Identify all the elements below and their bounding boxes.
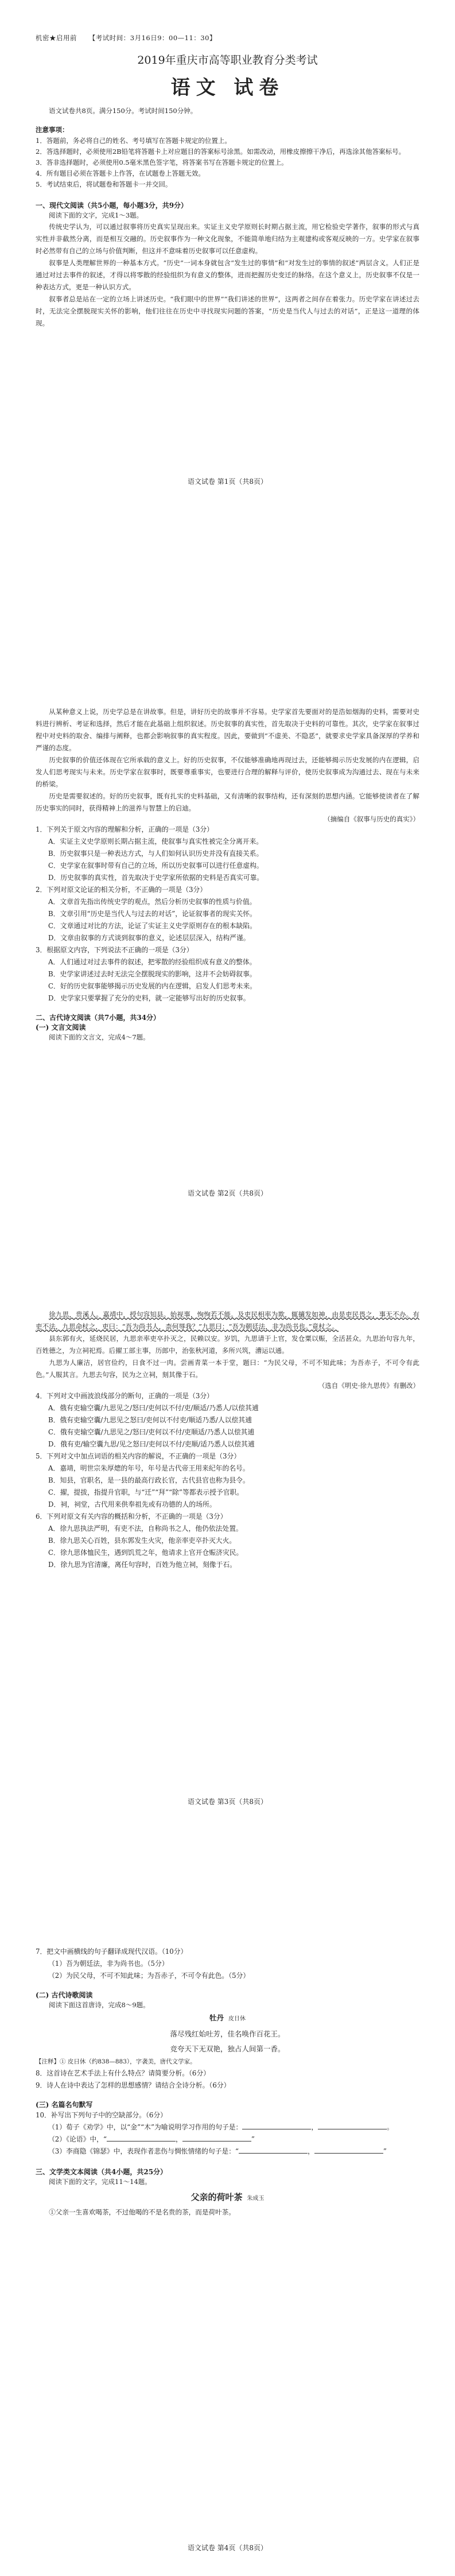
passage-source: （摘编自《叙事与历史的真实》） [324,815,419,823]
page-2 [0,614,455,1217]
question-7: 7．把文中画横线的句子翻译成现代汉语。（10分） [36,1947,188,1956]
fill-blank: （2）《论语》中，“ ， ” [48,2135,255,2143]
classical-para: 县东郭有火，延烧民居，九思亲率吏卒扑灭之，民赖以安。岁饥，九思请于上官，发仓粟以赈，全活甚众。九思治句容九年，百姓德之，为立祠祀焉。后擢工部主事，历郎中，治张秋河道，多所兴筑，漕运以通。 [36,1334,419,1355]
classical-para [36,1309,419,1333]
section2-sub1: (一) 文言文阅读 [36,1023,86,1031]
question-5: 5．下列对文中加点词语的相关内容的解说，不正确的一项是（3分） [36,1452,241,1460]
story-author: 朱成玉 [247,2195,265,2202]
page-footer: 语文试卷 第1页（共8页） [187,478,268,486]
secret-label: 机密★启用前 [36,34,77,42]
notes-title: 注意事项： [36,126,69,134]
question-9: 9．诗人在诗中表达了怎样的思想感情？请结合全诗分析。（6分） [36,2081,231,2089]
question-10: 10．补写出下列句子中的空缺部分。（6分） [36,2111,167,2119]
option: D．史学家只要掌握了充分的史料，就一定能够写出好的历史叙事。 [48,994,250,1002]
poem-title: 牡丹 [209,2014,224,2022]
option: B．徐九思关心百姓，县东郭发生火灾，他亲率吏卒扑灭大火。 [48,1537,236,1545]
exam-title: 2019年重庆市高等职业教育分类考试 [137,54,318,67]
page-footer: 语文试卷 第2页（共8页） [187,1189,268,1197]
blank-line[interactable] [107,2134,176,2142]
option: C．俄有吏输空囊/九思见之/怒曰/吏何以不付/吏顺适/乃悉人以偿其逋 [48,1428,255,1436]
fill-blank: （1）荀子《劝学》中，以“金”“木”为喻说明学习作用的句子是： ， 。 [48,2123,394,2131]
blank-line[interactable] [242,2122,311,2129]
option: A．文章首先指出传统史学的观点，然后分析历史叙事的性质与价值。 [48,898,256,906]
classical-source: （选自《明史·徐九思传》有删改） [318,1382,419,1390]
sub-question: （1）吾为朝廷法，非为尚书也。（5分） [48,1960,169,1968]
sub-question: （2）为民父母，不可不知此味；为吾赤子，不可令有此色。（5分） [48,1972,250,1980]
question-3: 3．根据原文内容，下列说法不正确的一项是（3分） [36,946,193,954]
exam-intro: 语文试卷共8页。满分150分。考试时间150分钟。 [49,107,197,115]
option: A．嘉靖，明世宗朱厚熜的年号，年号是古代帝王用来纪年的名号。 [48,1464,250,1472]
section2-sub2: (二) 古代诗歌阅读 [36,1991,93,1999]
page-1 [0,0,455,608]
passage-para: 传统史学认为，可以通过叙事将历史真实呈现出来。实证主义史学原则长时期占据主流，用它检验史学著作，叙事的形式与真实性并非截然分离，而是相互交融的。历史叙事作为一种文化现象，不能简单地归结为主观建构或客观反映的一方。史学家在叙事时必然带有自己的立场与价值判断，但这并不意味着历史叙事可以任意虚构。 [36,223,419,255]
classical-text: 徐九思，贵溪人。嘉靖中，授句容知县。始视事，恂恂若不能。及吏民相率为欺，辄擿发如神，由是吏民畏之，事无不办。有吏不法，九思命杖之，吏曰：“吾为尚书人，柰何辱我？”九思曰：“吾为朝廷法，非为尚书也。”竟杖之。 [36,1310,419,1330]
page-3 [0,1223,455,1825]
blank-line[interactable] [182,2134,251,2142]
option: B．知县，官职名，是一县的最高行政长官，古代县官也称为县令。 [48,1476,250,1484]
section3-title: 三、文学类文本阅读（共4小题，共25分） [36,2168,168,2176]
option: C．擢，提拔，指提升官职，与“迁”“拜”“除”等都表示授予官职。 [48,1488,244,1496]
poem-author: 皮日休 [228,2016,246,2022]
poem-instruction: 阅读下面这首唐诗，完成8～9题。 [49,2001,150,2009]
option: A．俄有吏输空囊/九思见之/怒曰/吏何以不付/吏/顺适/乃悉人/以偿其逋 [48,1404,259,1412]
option: D．历史叙事的真实性，首先取决于史学家所依据的史料是否真实可靠。 [48,874,264,882]
story-para: ①父亲一生喜欢喝茶，不过他喝的不是名贵的茶，而是荷叶茶。 [49,2208,235,2216]
option: D．文章由叙事的方式谈到叙事的意义，论述层层深入，结构严谨。 [48,934,250,942]
question-1: 1．下列关于原文内容的理解和分析，正确的一项是（3分） [36,825,213,833]
page-footer: 语文试卷 第4页（共8页） [187,2544,268,2552]
option: A．徐九思执法严明，有吏不法，自称尚书之人，他仍依法处置。 [48,1524,243,1533]
passage-para: 历史叙事的价值还体现在它所承载的意义上。好的历史叙事，不仅能够准确地再现过去，还能够揭示历史发展的内在逻辑，启发人们思考现实与未来。历史学家在叙事时，既要尊重事实，也要进行合理的解释与评价，使历史叙事成为沟通过去、现在与未来的桥梁。 [36,756,419,788]
section2-title: 二、古代诗文阅读（共7小题，共34分） [36,1014,161,1022]
blank-line[interactable] [318,2122,387,2129]
exam-time: 【考试时间：3月16日9：00—11：30】 [88,34,216,42]
page-4 [0,1831,455,2576]
option: C．好的历史叙事能够揭示历史发展的内在逻辑，启发人们思考未来。 [48,982,256,990]
option: B．史学家讲述过去时无法完全摆脱现实的影响，这并不会妨碍叙事。 [48,970,256,978]
fill-text: （3）李商隐《锦瑟》中，表现作者悲伤与惆怅情绪的句子是：“ [48,2147,239,2155]
exam-header [36,33,419,42]
page-footer: 语文试卷 第3页（共8页） [187,1798,268,1806]
option: B．历史叙事只是一种表达方式，与人们如何认识历史并没有直接关系。 [48,849,263,858]
section1-title: 一、现代文阅读（共5小题，每小题3分，共9分） [36,201,188,210]
option: C．徐九思体恤民生，遇到饥荒之年，他请求上官开仓赈济灾民。 [48,1549,243,1557]
option: D．俄有吏/输空囊九思/见之怒曰/吏何以不付/吏顺/适乃悉人以偿其逋 [48,1440,255,1448]
section2-instruction: 阅读下面的文言文，完成4～7题。 [49,1033,150,1041]
option: C．文章通过对比的方法，论证了实证主义史学原则存在的根本缺陷。 [48,922,256,930]
question-4: 4．下列对文中画波浪线部分的断句，正确的一项是（3分） [36,1392,213,1400]
question-2: 2．下列对原文论证的相关分析，不正确的一项是（3分） [36,886,207,894]
poem-line: 落尽残红始吐芳，佳名唤作百花王。 [170,2030,285,2038]
option: D．祠，祠堂，古代用来供奉祖先或有功德的人的场所。 [48,1500,216,1508]
question-6: 6．下列对原文有关内容的概括和分析，不正确的一项是（3分） [36,1512,227,1520]
fill-text: （1）荀子《劝学》中，以“金”“木”为喻说明学习作用的句子是： [48,2123,243,2131]
passage-para: 叙事者总是站在一定的立场上讲述历史。“我们眼中的世界”“我们讲述的世界”，这两者之间存在着张力。历史学家在讲述过去时，无法完全摆脱现实关怀的影响，他们往往在历史中寻找现实问题的答案，“历史是当代人与过去的对话”，正是这一道理的体现。 [36,295,419,327]
option: D．徐九思为官清廉，离任句容时，百姓为他立祠，刻像于石。 [48,1561,236,1569]
fill-text: （2）《论语》中，“ [48,2135,107,2143]
note-5: 5．考试结束后，将试题卷和答题卡一并交回。 [36,180,172,188]
fill-blank: （3）李商隐《锦瑟》中，表现作者悲伤与惆怅情绪的句子是：“ ， ” [48,2147,387,2155]
section3-instruction: 阅读下面的文字，完成11～14题。 [49,2178,151,2186]
option: B．俄有吏输空囊/九思见之怒曰/吏何以不付吏/顺适乃悉/人以偿其逋 [48,1416,252,1424]
poem-line: 竞夸天下无双艳，独占人间第一香。 [170,2044,285,2053]
question-8: 8．这首诗在艺术手法上有什么特点？请简要分析。（6分） [36,2069,211,2077]
option: A．人们通过对过去事件的叙述，把零散的经验组织成有意义的整体。 [48,958,256,966]
poem-heading [36,2011,419,2027]
passage-para: 历史是需要叙述的。好的历史叙事，既有扎实的史料基础，又有清晰的叙事结构，还有深刻的思想内涵。它能够使读者在了解历史事实的同时，获得精神上的滋养与智慧上的启迪。 [36,792,419,812]
option: A．实证主义史学原则长期占据主流，使叙事与真实性被完全分离开来。 [48,837,263,845]
note-3: 3．答非选择题时，必须使用0.5毫米黑色签字笔，将答案书写在答题卡规定的位置上。 [36,158,288,166]
option: C．史学家在叙事时带有自己的立场，所以历史叙事可以进行任意虚构。 [48,862,263,870]
poem-note: 【注释】① 皮日休（约838—883），字袭美，唐代文学家。 [36,2058,196,2065]
note-1: 1．答题前，务必将自己的姓名、考号填写在答题卡规定的位置上。 [36,137,231,145]
note-4: 4．所有题目必须在答题卡上作答，在试题卷上答题无效。 [36,169,205,177]
story-title: 父亲的荷叶茶 [190,2192,243,2202]
note-2: 2．答选择题时，必须使用2B铅笔将答题卡上对应题目的答案标号涂黑。如需改动，用橡皮擦擦干净后，再选涂其他答案标号。 [36,148,406,156]
passage-para: 从某种意义上说，历史学总是在讲故事。但是，讲好历史的故事并不容易。史学家首先要面对的是浩如烟海的史料，需要对史料进行辨析、考证和选择，然后才能在此基础上组织叙述。历史叙事的真实性，首先取决于史料的可靠性。其次，史学家在叙事过程中对史料的取舍、编排与阐释，也都会影响叙事的真实程度。因此，要做到“不虚美、不隐恶”，就要求史学家具备深厚的学养和严谨的态度。 [36,708,419,752]
passage-para: 叙事是人类理解世界的一种基本方式。“历史”一词本身就包含“发生过的事情”和“对发生过的事情的叙述”两层含义。人们正是通过对过去事件的叙述，才得以将零散的经验组织为有意义的整体，进而把握历史变迁的脉络。在这个意义上，历史叙事不仅是一种表达方式，更是一种认识方式。 [36,259,419,291]
section2-sub3: (三) 名篇名句默写 [36,2101,93,2109]
subject-title: 语文 试卷 [170,76,285,99]
section1-instruction: 阅读下面的文字，完成1～3题。 [49,211,143,219]
blank-line[interactable] [314,2146,383,2154]
classical-para: 九思为人廉洁，居官俭约，日食不过一肉。尝画青菜一本于堂，题曰：“为民父母，不可不知此味；为吾赤子，不可令有此色。”人服其言。九思去句容，民为之立祠，刻其像于石。 [36,1359,419,1379]
option: B．文章引用“历史是当代人与过去的对话”，论证叙事者的现实关怀。 [48,910,256,918]
story-heading [36,2190,419,2206]
blank-line[interactable] [239,2146,308,2154]
